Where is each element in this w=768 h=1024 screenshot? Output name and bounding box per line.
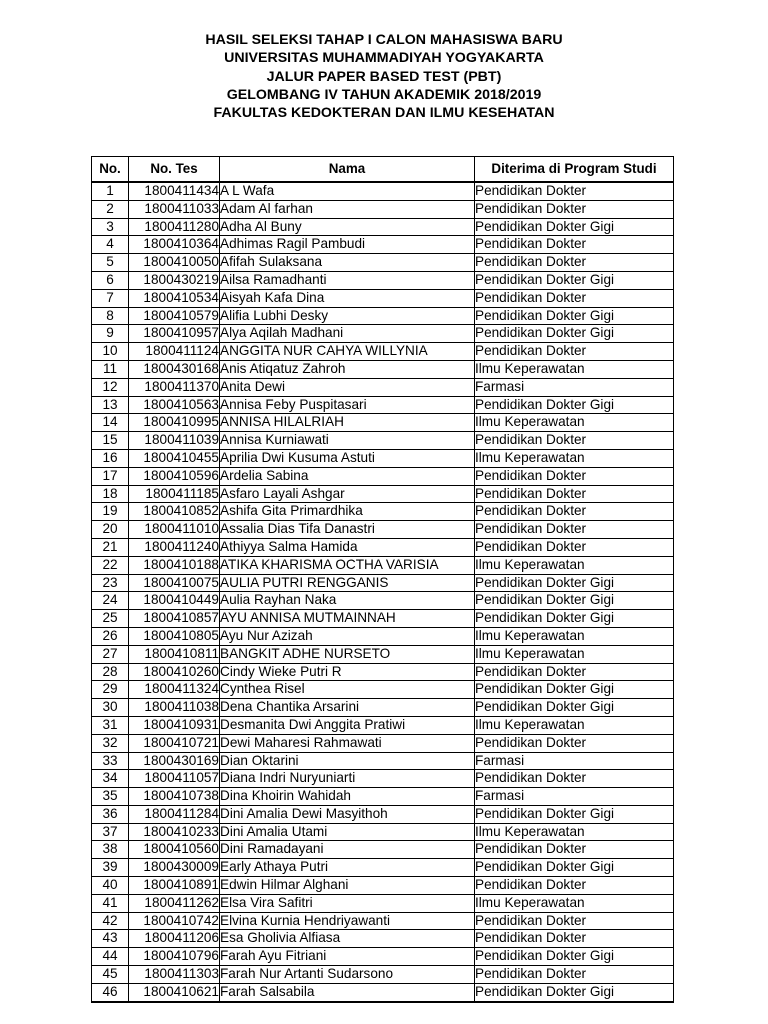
column-header-no-tes: No. Tes [129,157,220,183]
row-number: 10 [92,343,129,361]
study-program: Pendidikan Dokter [475,254,674,272]
row-number: 34 [92,770,129,788]
table-row [92,788,674,806]
table-row [92,734,674,752]
test-number: 1800411303 [129,966,220,984]
study-program: Ilmu Keperawatan [475,823,674,841]
table-row [92,699,674,717]
table-row [92,307,674,325]
study-program: Pendidikan Dokter [475,734,674,752]
test-number: 1800410796 [129,948,220,966]
row-number: 26 [92,627,129,645]
test-number: 1800430168 [129,360,220,378]
study-program: Pendidikan Dokter [475,538,674,556]
row-number: 31 [92,716,129,734]
student-name: Adam Al farhan [220,200,475,218]
student-name: Athiyya Salma Hamida [220,538,475,556]
test-number: 1800430169 [129,752,220,770]
study-program: Ilmu Keperawatan [475,556,674,574]
table-row [92,200,674,218]
study-program: Pendidikan Dokter Gigi [475,610,674,628]
table-row [92,610,674,628]
row-number: 43 [92,930,129,948]
test-number: 1800411206 [129,930,220,948]
study-program: Pendidikan Dokter [475,236,674,254]
row-number: 13 [92,396,129,414]
student-name: Diana Indri Nuryuniarti [220,770,475,788]
row-number: 1 [92,182,129,200]
study-program: Pendidikan Dokter [475,930,674,948]
study-program: Pendidikan Dokter Gigi [475,681,674,699]
row-number: 32 [92,734,129,752]
row-number: 27 [92,645,129,663]
student-name: Desmanita Dwi Anggita Pratiwi [220,716,475,734]
table-row [92,289,674,307]
student-name: Dian Oktarini [220,752,475,770]
test-number: 1800410621 [129,983,220,1001]
row-number: 44 [92,948,129,966]
table-row [92,432,674,450]
table-row [92,681,674,699]
test-number: 1800410560 [129,841,220,859]
student-name: Elsa Vira Safitri [220,894,475,912]
row-number: 11 [92,360,129,378]
student-name: Dewi Maharesi Rahmawati [220,734,475,752]
row-number: 39 [92,859,129,877]
table-row [92,360,674,378]
row-number: 30 [92,699,129,717]
row-number: 46 [92,983,129,1001]
study-program: Pendidikan Dokter Gigi [475,859,674,877]
student-name: Aisyah Kafa Dina [220,289,475,307]
study-program: Farmasi [475,378,674,396]
test-number: 1800410957 [129,325,220,343]
table-row [92,930,674,948]
student-name: Early Athaya Putri [220,859,475,877]
test-number: 1800410563 [129,396,220,414]
student-name: ATIKA KHARISMA OCTHA VARISIA [220,556,475,574]
student-name: Farah Ayu Fitriani [220,948,475,966]
study-program: Pendidikan Dokter Gigi [475,325,674,343]
row-number: 8 [92,307,129,325]
test-number: 1800410857 [129,610,220,628]
column-header-no: No. [92,157,129,183]
student-name: BANGKIT ADHE NURSETO [220,645,475,663]
student-name: Annisa Kurniawati [220,432,475,450]
row-number: 12 [92,378,129,396]
row-number: 35 [92,788,129,806]
study-program: Ilmu Keperawatan [475,894,674,912]
table-row [92,485,674,503]
student-name: Aulia Rayhan Naka [220,592,475,610]
row-number: 36 [92,805,129,823]
test-number: 1800411185 [129,485,220,503]
table-row [92,574,674,592]
test-number: 1800411033 [129,200,220,218]
table-row [92,378,674,396]
table-row [92,343,674,361]
row-number: 9 [92,325,129,343]
student-name: Cindy Wieke Putri R [220,663,475,681]
test-number: 1800410534 [129,289,220,307]
student-name: Ailsa Ramadhanti [220,271,475,289]
study-program: Pendidikan Dokter Gigi [475,805,674,823]
student-name: Dena Chantika Arsarini [220,699,475,717]
study-program: Ilmu Keperawatan [475,627,674,645]
student-name: Esa Gholivia Alfiasa [220,930,475,948]
student-name: AYU ANNISA MUTMAINNAH [220,610,475,628]
student-name: Afifah Sulaksana [220,254,475,272]
student-name: Elvina Kurnia Hendriyawanti [220,912,475,930]
study-program: Pendidikan Dokter Gigi [475,271,674,289]
header-wave-line: GELOMBANG IV TAHUN AKADEMIK 2018/2019 [226,86,542,103]
table-row [92,325,674,343]
test-number: 1800411057 [129,770,220,788]
study-program: Pendidikan Dokter [475,485,674,503]
study-program: Farmasi [475,752,674,770]
study-program: Pendidikan Dokter [475,521,674,539]
student-name: Dini Ramadayani [220,841,475,859]
test-number: 1800430219 [129,271,220,289]
student-name: ANGGITA NUR CAHYA WILLYNIA [220,343,475,361]
study-program: Pendidikan Dokter [475,467,674,485]
row-number: 33 [92,752,129,770]
study-program: Pendidikan Dokter Gigi [475,574,674,592]
test-number: 1800410891 [129,877,220,895]
study-program: Pendidikan Dokter Gigi [475,592,674,610]
student-name: Ardelia Sabina [220,467,475,485]
column-header-nama: Nama [220,157,475,183]
student-name: AULIA PUTRI RENGGANIS [220,574,475,592]
row-number: 3 [92,218,129,236]
row-number: 15 [92,432,129,450]
student-name: Farah Salsabila [220,983,475,1001]
row-number: 14 [92,414,129,432]
row-number: 41 [92,894,129,912]
student-name: Dini Amalia Utami [220,823,475,841]
row-number: 38 [92,841,129,859]
test-number: 1800410931 [129,716,220,734]
row-number: 24 [92,592,129,610]
test-number: 1800410188 [129,556,220,574]
study-program: Pendidikan Dokter Gigi [475,699,674,717]
row-number: 18 [92,485,129,503]
student-name: A L Wafa [220,182,475,200]
table-row [92,877,674,895]
study-program: Pendidikan Dokter Gigi [475,307,674,325]
study-program: Pendidikan Dokter [475,912,674,930]
study-program: Pendidikan Dokter [475,877,674,895]
table-row [92,627,674,645]
student-name: Dina Khoirin Wahidah [220,788,475,806]
study-program: Pendidikan Dokter [475,770,674,788]
table-row [92,912,674,930]
test-number: 1800411124 [129,343,220,361]
study-program: Ilmu Keperawatan [475,716,674,734]
test-number: 1800410742 [129,912,220,930]
table-row [92,467,674,485]
table-row [92,894,674,912]
test-number: 1800411039 [129,432,220,450]
table-row [92,823,674,841]
table-row [92,716,674,734]
study-program: Pendidikan Dokter [475,503,674,521]
table-row [92,983,674,1001]
table-row [92,805,674,823]
student-name: Dini Amalia Dewi Masyithoh [220,805,475,823]
row-number: 25 [92,610,129,628]
student-name: Anis Atiqatuz Zahroh [220,360,475,378]
table-row [92,449,674,467]
student-name: Aprilia Dwi Kusuma Astuti [220,449,475,467]
results-table-head [92,157,674,183]
table-row [92,414,674,432]
student-name: Asfaro Layali Ashgar [220,485,475,503]
row-number: 16 [92,449,129,467]
study-program: Ilmu Keperawatan [475,414,674,432]
test-number: 1800410811 [129,645,220,663]
table-row [92,948,674,966]
table-row [92,752,674,770]
table-row [92,396,674,414]
table-row [92,218,674,236]
row-number: 45 [92,966,129,984]
row-number: 4 [92,236,129,254]
table-row [92,236,674,254]
test-number: 1800410721 [129,734,220,752]
column-header-program-studi: Diterima di Program Studi [475,157,674,183]
test-number: 1800410738 [129,788,220,806]
test-number: 1800411370 [129,378,220,396]
table-row [92,503,674,521]
student-name: Anita Dewi [220,378,475,396]
document-header [0,31,768,122]
table-row [92,645,674,663]
row-number: 42 [92,912,129,930]
study-program: Pendidikan Dokter [475,200,674,218]
row-number: 21 [92,538,129,556]
test-number: 1800410364 [129,236,220,254]
table-row [92,966,674,984]
study-program: Pendidikan Dokter Gigi [475,218,674,236]
study-program: Pendidikan Dokter [475,966,674,984]
test-number: 1800430009 [129,859,220,877]
test-number: 1800411262 [129,894,220,912]
study-program: Pendidikan Dokter [475,182,674,200]
table-row [92,770,674,788]
table-row [92,538,674,556]
row-number: 17 [92,467,129,485]
study-program: Pendidikan Dokter Gigi [475,396,674,414]
student-name: Cynthea Risel [220,681,475,699]
student-name: Farah Nur Artanti Sudarsono [220,966,475,984]
test-number: 1800410449 [129,592,220,610]
student-name: Alifia Lubhi Desky [220,307,475,325]
study-program: Pendidikan Dokter [475,663,674,681]
table-row [92,254,674,272]
study-program: Pendidikan Dokter [475,841,674,859]
row-number: 20 [92,521,129,539]
table-row [92,271,674,289]
test-number: 1800411010 [129,521,220,539]
student-name: Edwin Hilmar Alghani [220,877,475,895]
header-title-line: HASIL SELEKSI TAHAP I CALON MAHASISWA BARU [205,32,563,48]
test-number: 1800410596 [129,467,220,485]
student-name: Alya Aqilah Madhani [220,325,475,343]
study-program: Ilmu Keperawatan [475,360,674,378]
results-table-body [92,182,674,1002]
test-number: 1800410260 [129,663,220,681]
row-number: 40 [92,877,129,895]
test-number: 1800410852 [129,503,220,521]
test-number: 1800410455 [129,449,220,467]
header-track-line: JALUR PAPER BASED TEST (PBT) [266,68,502,85]
study-program: Pendidikan Dokter Gigi [475,983,674,1001]
row-number: 5 [92,254,129,272]
study-program: Pendidikan Dokter [475,343,674,361]
table-row [92,592,674,610]
test-number: 1800411038 [129,699,220,717]
student-name: Annisa Feby Puspitasari [220,396,475,414]
row-number: 19 [92,503,129,521]
test-number: 1800411324 [129,681,220,699]
student-name: Ayu Nur Azizah [220,627,475,645]
results-table [91,156,674,1003]
study-program: Pendidikan Dokter [475,289,674,307]
student-name: Assalia Dias Tifa Danastri [220,521,475,539]
study-program: Farmasi [475,788,674,806]
test-number: 1800411240 [129,538,220,556]
row-number: 29 [92,681,129,699]
test-number: 1800411284 [129,805,220,823]
test-number: 1800411434 [129,182,220,200]
table-row [92,859,674,877]
header-faculty-line: FAKULTAS KEDOKTERAN DAN ILMU KESEHATAN [213,105,555,122]
table-row [92,663,674,681]
row-number: 28 [92,663,129,681]
test-number: 1800410050 [129,254,220,272]
student-name: Adha Al Buny [220,218,475,236]
row-number: 7 [92,289,129,307]
study-program: Pendidikan Dokter [475,432,674,450]
test-number: 1800411280 [129,218,220,236]
row-number: 2 [92,200,129,218]
table-row [92,521,674,539]
test-number: 1800410805 [129,627,220,645]
header-row [92,157,674,183]
row-number: 6 [92,271,129,289]
row-number: 37 [92,823,129,841]
student-name: Ashifa Gita Primardhika [220,503,475,521]
study-program: Ilmu Keperawatan [475,449,674,467]
study-program: Ilmu Keperawatan [475,645,674,663]
table-row [92,182,674,200]
test-number: 1800410995 [129,414,220,432]
student-name: Adhimas Ragil Pambudi [220,236,475,254]
row-number: 22 [92,556,129,574]
table-row [92,841,674,859]
row-number: 23 [92,574,129,592]
test-number: 1800410075 [129,574,220,592]
study-program: Pendidikan Dokter Gigi [475,948,674,966]
table-row [92,556,674,574]
header-university-line: UNIVERSITAS MUHAMMADIYAH YOGYAKARTA [224,50,544,67]
test-number: 1800410233 [129,823,220,841]
test-number: 1800410579 [129,307,220,325]
student-name: ANNISA HILALRIAH [220,414,475,432]
